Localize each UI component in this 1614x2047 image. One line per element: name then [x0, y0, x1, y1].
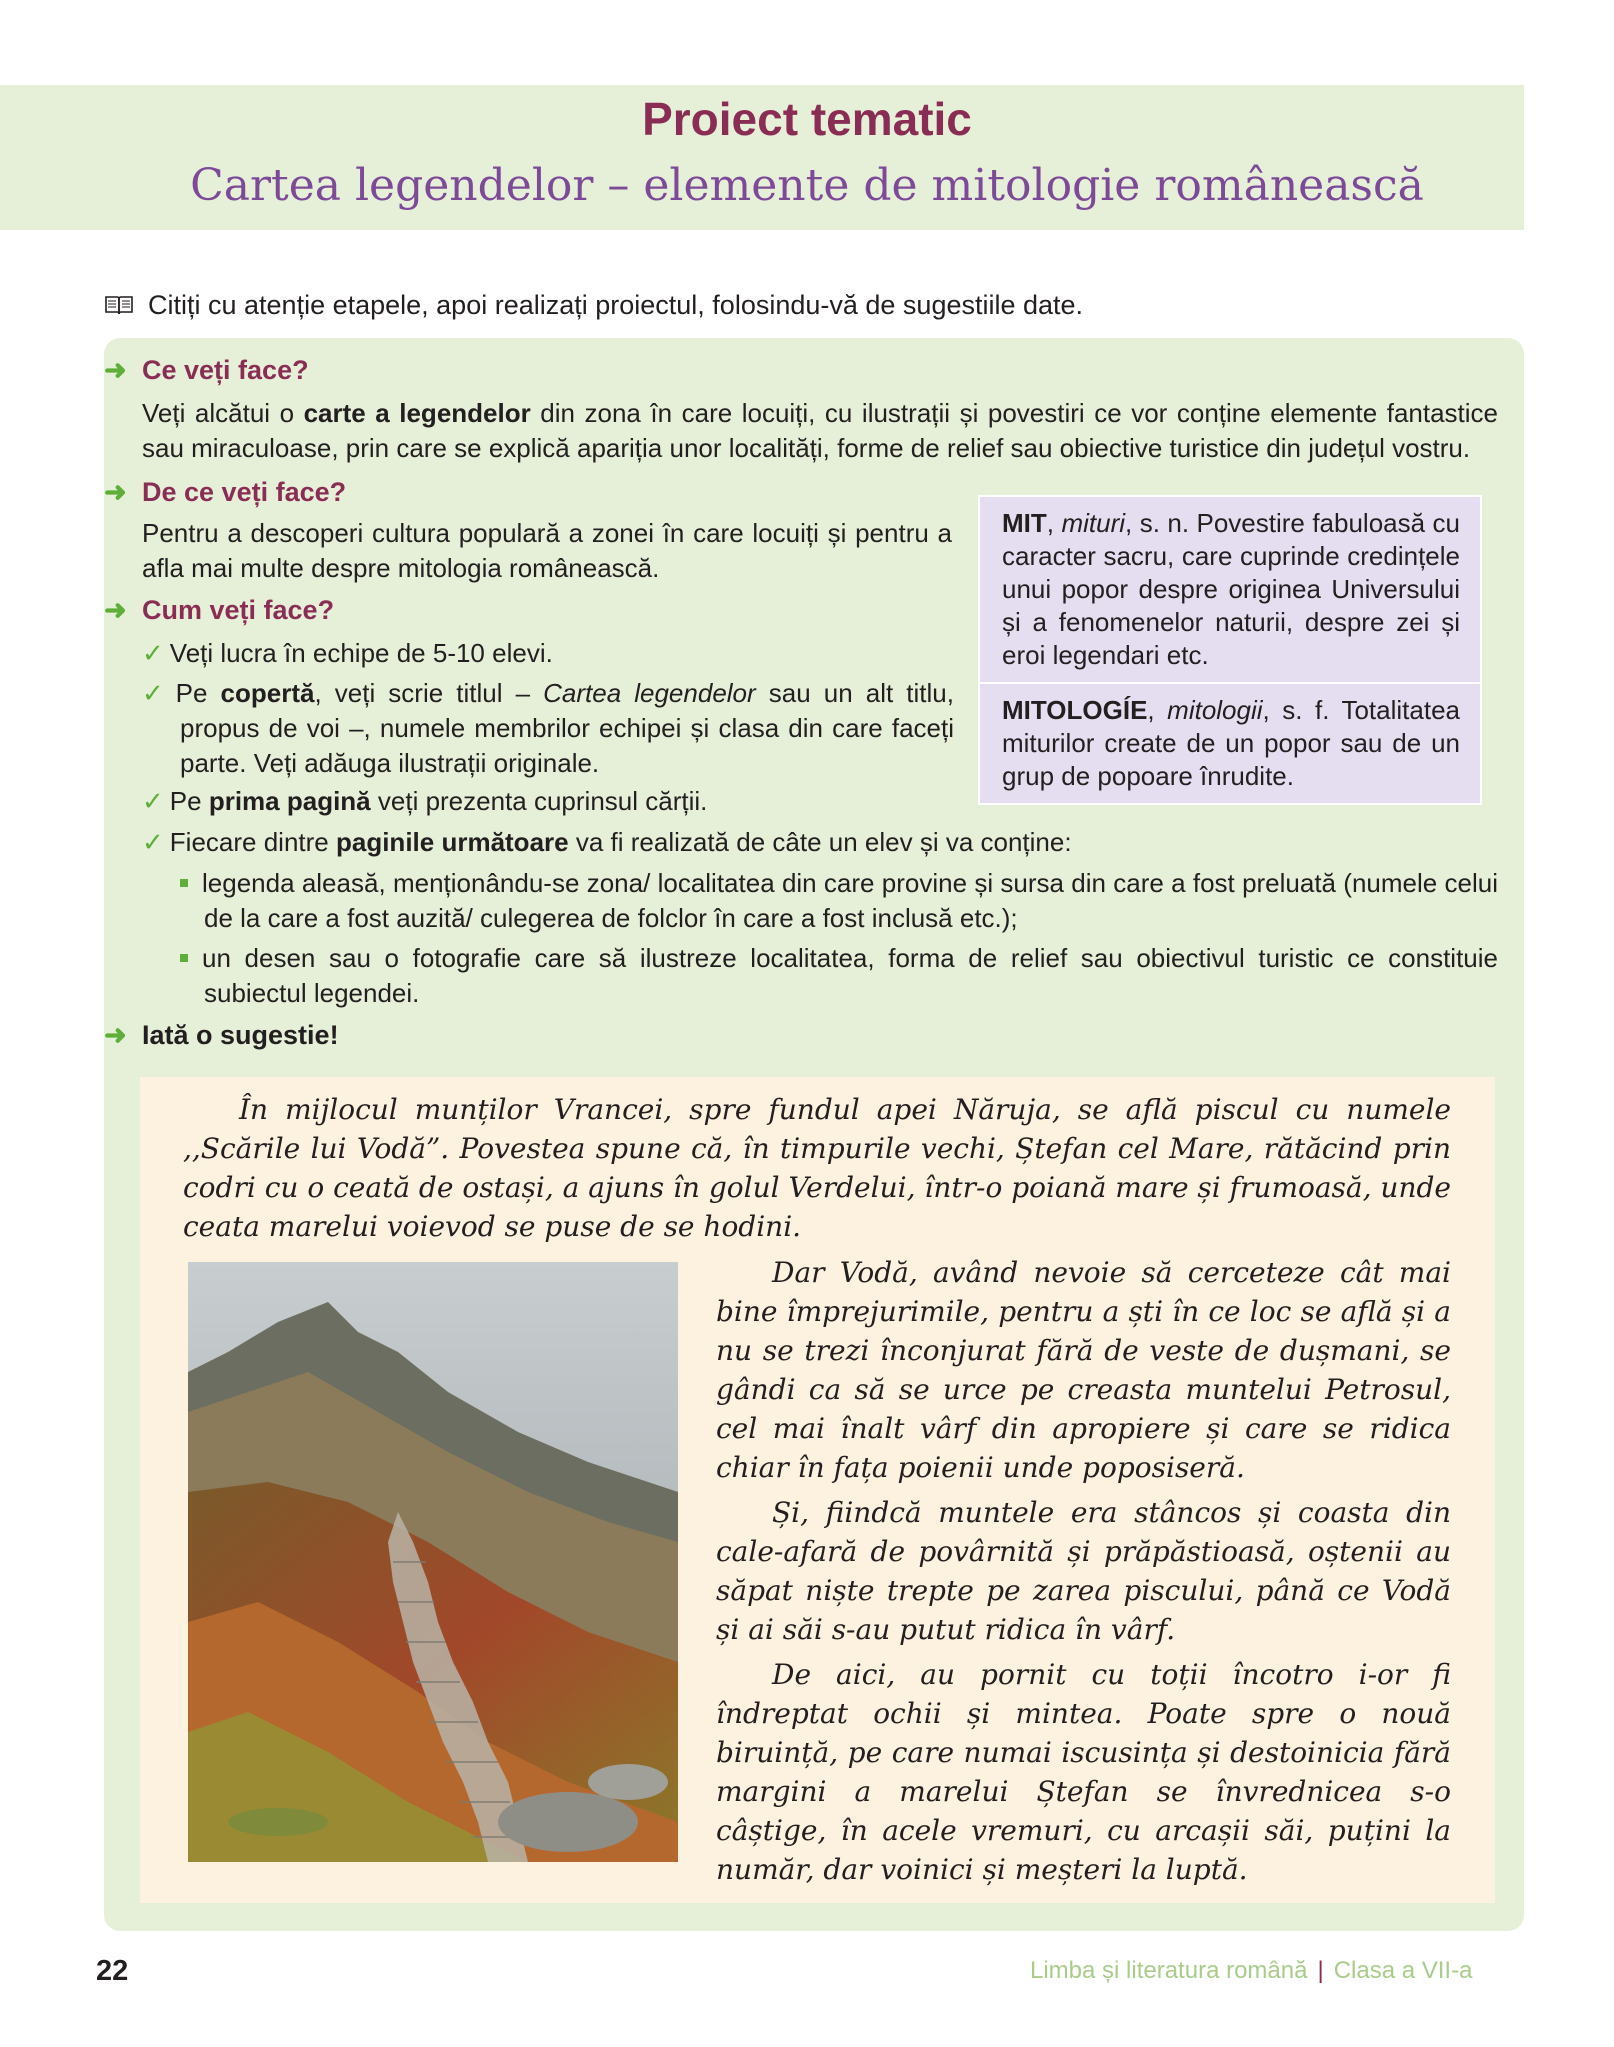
how-item-2: ✓ Pe copertă, veți scrie titlul – Cartea legendelor sau un alt titlu, propus de voi –, numele membrilor echipei și clasa din care faceți parte. Veți adăuga ilustrații originale. — [142, 678, 954, 778]
story-paragraph-2: Dar Vodă, având nevoie să cerceteze cât mai bine împrejurimile, pentru a ști în ce loc se află și a nu se trezi înconjurat fără de veste de dușmani, se gândi ca să se urce pe creasta muntelui Petrosul, cel mai înalt vârf din apropiere și care se ridica chiar în fața poienii unde poposiseră. — [716, 1256, 1451, 1484]
page-subtitle: Cartea legendelor – elemente de mitologie românească — [190, 160, 1424, 211]
intro-instruction — [104, 290, 1504, 321]
intro-text: Citiți cu atenție etapele, apoi realizați proiectul, folosindu-vă de sugestiile date. — [148, 290, 1084, 320]
how-subitem-2: un desen sau o fotografie care să ilustreze localitatea, forma de relief sau obiectivul turistic ce constituie subiectul legendei. — [180, 941, 1498, 1011]
mountain-steps-image — [188, 1262, 678, 1862]
arrow-right-icon: ➜ — [104, 355, 127, 385]
arrow-right-icon: ➜ — [104, 595, 127, 625]
book-icon — [104, 294, 134, 316]
footer-grade: Clasa a VII-a — [1333, 1957, 1473, 1984]
page-number: 22 — [96, 1955, 129, 1987]
footer-separator: | — [1317, 1957, 1324, 1984]
definitions-box — [978, 495, 1482, 805]
story-paragraph-1: În mijlocul munților Vrancei, spre fundul apei Năruja, se află piscul cu numele ,,Scările lui Vodă”. Povestea spune că, în timpurile vechi, Ștefan cel Mare, rătăcind prin codri cu o ceată de ostași, a ajuns în golul Verdelui, într-o poiană mare și frumoasă, unde ceata marelui voievod se puse de se hodini. — [183, 1093, 1451, 1243]
arrow-right-icon: ➜ — [104, 1020, 127, 1050]
how-subitem-1: legenda aleasă, menționându-se zona/ localitatea din care provine și sursa din care a fost preluată (numele celui de la care a fost auzită/ culegerea de folclor în care a fost inclusă etc.); — [180, 866, 1498, 936]
how-item-4: ✓ Fiecare dintre paginile următoare va fi realizată de câte un elev și va conține: — [142, 827, 1072, 857]
how-item-1: ✓ Veți lucra în echipe de 5-10 elevi. — [142, 638, 553, 668]
definition-mit: MIT, mituri, s. n. Povestire fabuloasă cu caracter sacru, care cuprinde credințele unui popor despre originea Universului și a fenomenelor naturii, despre zei și eroi legendari etc. — [1002, 508, 1460, 670]
story-paragraph-4: De aici, au pornit cu toții încotro i-or fi îndreptat ochii și mintea. Poate spre o nouă biruință, pe care numai iscusința și destoinicia fără margini a marelui Ștefan se învrednicea s-o câștige, în acele vremuri, cu arcașii săi, puțini la număr, dar voinici și meșteri la luptă. — [716, 1658, 1451, 1886]
section-how-heading: ➜ Cum veți face? — [104, 595, 335, 625]
section-why-text: Pentru a descoperi cultura populară a zonei în care locuiți și pentru a afla mai multe despre mitologia românească. — [142, 518, 952, 583]
square-bullet-icon — [180, 954, 188, 962]
section-suggestion-heading: ➜ Iată o sugestie! — [104, 1020, 339, 1050]
how-item-3: ✓ Pe prima pagină veți prezenta cuprinsul cărții. — [142, 786, 708, 816]
mountain-steps-photo — [188, 1262, 678, 1862]
check-icon: ✓ — [142, 638, 164, 668]
story-paragraph-3: Și, fiindcă muntele era stâncos și coasta din cale-afară de povârnită și prăpăstioasă, oștenii au săpat niște trepte pe zarea piscului, până ce Vodă și ai săi s-au putut ridica în vârf. — [716, 1496, 1451, 1646]
arrow-right-icon: ➜ — [104, 477, 127, 507]
square-bullet-icon — [180, 879, 188, 887]
section-why-heading: ➜ De ce veți face? — [104, 477, 347, 507]
page-title: Proiect tematic — [642, 93, 972, 145]
footer-subject: Limba și literatura română — [1030, 1957, 1308, 1984]
section-what-text: Veți alcătui o carte a legendelor din zona în care locuiți, cu ilustrații și povestiri ce vor conține elemente fantastice sau miraculoase, prin care se explică apariția unor localități, forme de relief sau obiective turistice din județul vostru. — [142, 398, 1499, 463]
check-icon: ✓ — [142, 827, 164, 857]
check-icon: ✓ — [142, 786, 164, 816]
footer-label — [1030, 1957, 1472, 1985]
check-icon: ✓ — [142, 678, 170, 708]
section-what-heading: ➜ Ce veți face? — [104, 355, 309, 385]
definition-mitologie: MITOLOGÍE, mitologii, s. f. Totalitatea miturilor create de un popor sau de un grup de popoare înrudite. — [1002, 695, 1460, 791]
